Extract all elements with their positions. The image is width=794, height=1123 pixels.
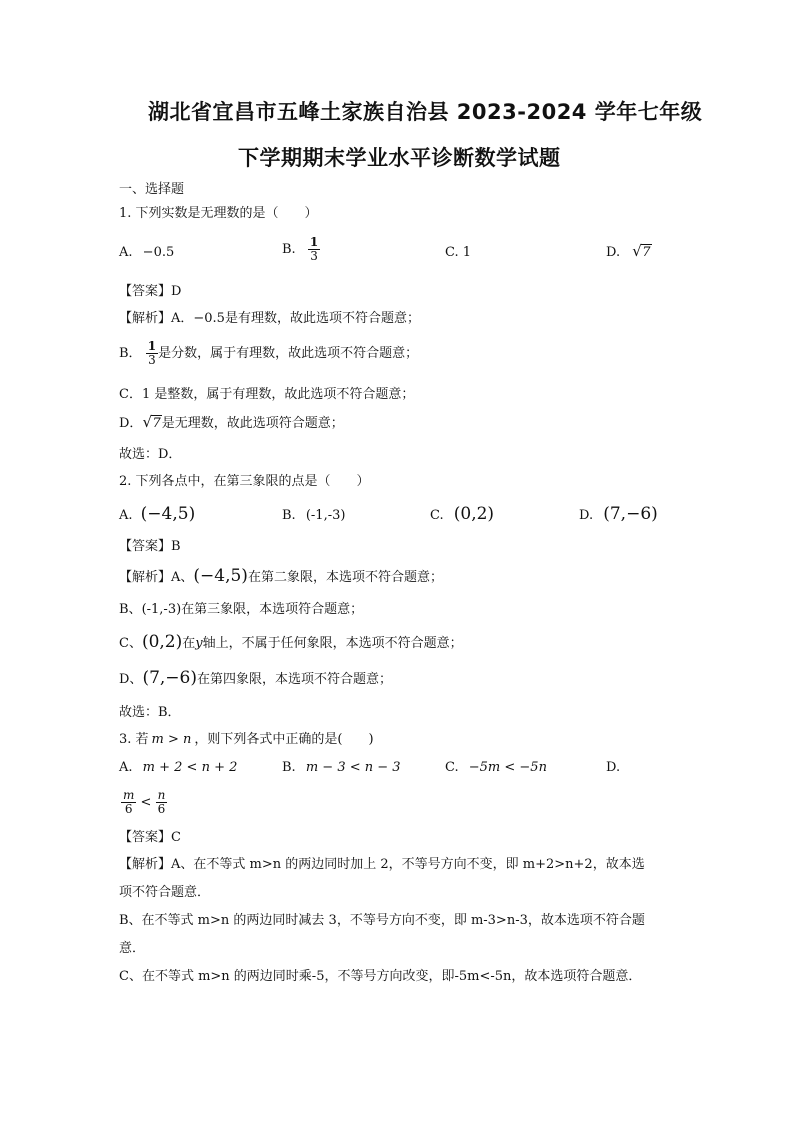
- q1-option-c: C. 1: [445, 245, 472, 260]
- q3-option-d-right-fraction: [156, 789, 168, 816]
- sqrt-icon: [142, 415, 161, 433]
- fraction-numerator: n: [157, 788, 166, 802]
- fraction-numerator: 1: [309, 235, 319, 249]
- fraction-denominator: 6: [124, 802, 133, 816]
- fraction-numerator: m: [123, 788, 135, 802]
- less-than-sign: <: [140, 795, 152, 810]
- q3-explanation-a-line-2: 项不符合题意．: [119, 885, 211, 900]
- q3-option-a-value: m + 2 < n + 2: [142, 760, 238, 775]
- q1-explanation-d: [119, 415, 344, 433]
- sqrt-icon: [632, 244, 651, 262]
- fraction-numerator: 1: [147, 339, 157, 353]
- q3-option-a: [119, 759, 237, 777]
- q1-option-b-label: B.: [282, 242, 296, 257]
- q2-option-a: [119, 505, 195, 525]
- q2-explanation-d: [119, 669, 392, 689]
- q1-option-d: [606, 244, 652, 262]
- fraction-denominator: 3: [310, 249, 318, 263]
- q1-explanation-a: [119, 310, 420, 328]
- q2-option-b-label: B.: [282, 508, 296, 523]
- q3-stem-lead: 3. 若: [119, 732, 149, 747]
- q1-option-b: [282, 236, 320, 263]
- q2-conclusion: 故选：B．: [119, 705, 181, 720]
- q3-explanation-c: C、在不等式 m>n 的两边同时乘-5，不等号方向改变，即-5m<-5n，故本选项符合题意．: [119, 969, 642, 984]
- q2-option-a-value: (−4,5): [140, 504, 196, 524]
- q1-option-d-label: D.: [606, 245, 621, 260]
- q1-answer: 【答案】D: [119, 284, 182, 299]
- exp-a-lead: 【解析】A、: [119, 570, 194, 585]
- fraction-denominator: 6: [157, 802, 166, 816]
- exp-b-lead: B、: [119, 602, 142, 617]
- exp-b-text: 是分数，属于有理数，故此选项不符合题意；: [158, 346, 419, 361]
- q3-stem: [119, 731, 374, 749]
- q2-explanation-b: [119, 601, 363, 619]
- q2-option-c-value: (0,2): [453, 504, 495, 524]
- page-title-line-1: 湖北省宜昌市五峰土家族自治县 2023-2024 学年七年级: [148, 100, 703, 124]
- q2-explanation-c: [119, 633, 463, 653]
- q1-conclusion: 故选：D．: [119, 447, 182, 462]
- q2-explanation-a: [119, 567, 443, 587]
- exp-b-fraction: [146, 340, 158, 367]
- q3-option-d-value: [121, 789, 167, 816]
- exp-c-text: 轴上，不属于任何象限，本选项不符合题意；: [202, 636, 463, 651]
- exp-c-axis: y: [195, 636, 203, 651]
- radicand: 7: [152, 416, 161, 431]
- q1-stem: 1. 下列实数是无理数的是（ ）: [119, 206, 318, 221]
- q2-answer: 【答案】B: [119, 539, 181, 554]
- q3-option-b-label: B.: [282, 760, 296, 775]
- section-heading: 一、选择题: [119, 182, 185, 197]
- page-title-line-2: 下学期期末学业水平诊断数学试题: [238, 146, 561, 170]
- exp-a-text: 是有理数，故此选项不符合题意；: [224, 311, 420, 326]
- q1-option-a-value: −0.5: [142, 245, 175, 260]
- exp-d-value: (7,−6): [142, 668, 197, 688]
- q3-condition: m > n: [151, 732, 192, 747]
- q3-option-c-value: −5m < −5n: [468, 760, 547, 775]
- q2-option-b-value: (-1,-3): [305, 508, 346, 523]
- exp-lead: 【解析】A．: [119, 311, 194, 326]
- q3-explanation-b-line-2: 意．: [119, 941, 146, 956]
- exp-c-value: (0,2): [141, 632, 183, 652]
- q3-option-d-left-fraction: [121, 789, 136, 816]
- q2-option-c: [430, 505, 494, 525]
- q2-option-a-label: A.: [119, 508, 133, 523]
- q3-option-b: [282, 759, 401, 777]
- q3-option-d-label: D.: [606, 760, 621, 775]
- q3-explanation-b-line-1: B、在不等式 m>n 的两边同时减去 3，不等号方向不变，即 m-3>n-3，故本选项不符合题: [119, 913, 645, 928]
- radicand: 7: [642, 245, 651, 260]
- q3-option-a-label: A.: [119, 760, 133, 775]
- q1-explanation-c: C．1 是整数，属于有理数，故此选项不符合题意；: [119, 387, 415, 402]
- exp-b-value: (-1,-3): [141, 602, 182, 617]
- exp-c-lead: C、: [119, 636, 142, 651]
- exp-b-lead: B．: [119, 346, 142, 361]
- exp-b-text: 在第三象限，本选项符合题意；: [181, 602, 364, 617]
- q2-stem: 2. 下列各点中，在第三象限的点是（ ）: [119, 474, 370, 489]
- q2-option-d-value: (7,−6): [603, 504, 658, 524]
- q3-option-c-label: C.: [445, 760, 459, 775]
- exp-d-lead: D．: [119, 416, 143, 431]
- q2-option-c-label: C.: [430, 508, 444, 523]
- q3-option-b-value: m − 3 < n − 3: [305, 760, 401, 775]
- fraction-denominator: 3: [148, 353, 156, 367]
- exp-d-text: 在第四象限，本选项不符合题意；: [196, 672, 392, 687]
- exp-a-value: −0.5: [193, 311, 225, 326]
- q2-option-d: [579, 505, 658, 525]
- exp-d-text: 是无理数，故此选项符合题意；: [161, 416, 344, 431]
- exp-c-mid: 在: [182, 636, 196, 651]
- q2-option-d-label: D.: [579, 508, 594, 523]
- q3-option-c: [445, 759, 547, 777]
- exp-a-text: 在第二象限，本选项不符合题意；: [247, 570, 443, 585]
- exp-d-lead: D、: [119, 672, 143, 687]
- exp-a-value: (−4,5): [193, 566, 248, 586]
- q2-option-b: [282, 507, 345, 525]
- q1-option-a: [119, 244, 174, 262]
- q3-explanation-a-line-1: 【解析】A、在不等式 m>n 的两边同时加上 2，不等号方向不变，即 m+2>n+2，故本选: [119, 857, 645, 872]
- q3-stem-tail: ，则下列各式中正确的是( ): [194, 732, 374, 747]
- q1-explanation-b: [119, 340, 418, 367]
- q1-option-a-label: A.: [119, 245, 133, 260]
- q3-answer: 【答案】C: [119, 830, 181, 845]
- q1-option-b-fraction: [308, 236, 320, 263]
